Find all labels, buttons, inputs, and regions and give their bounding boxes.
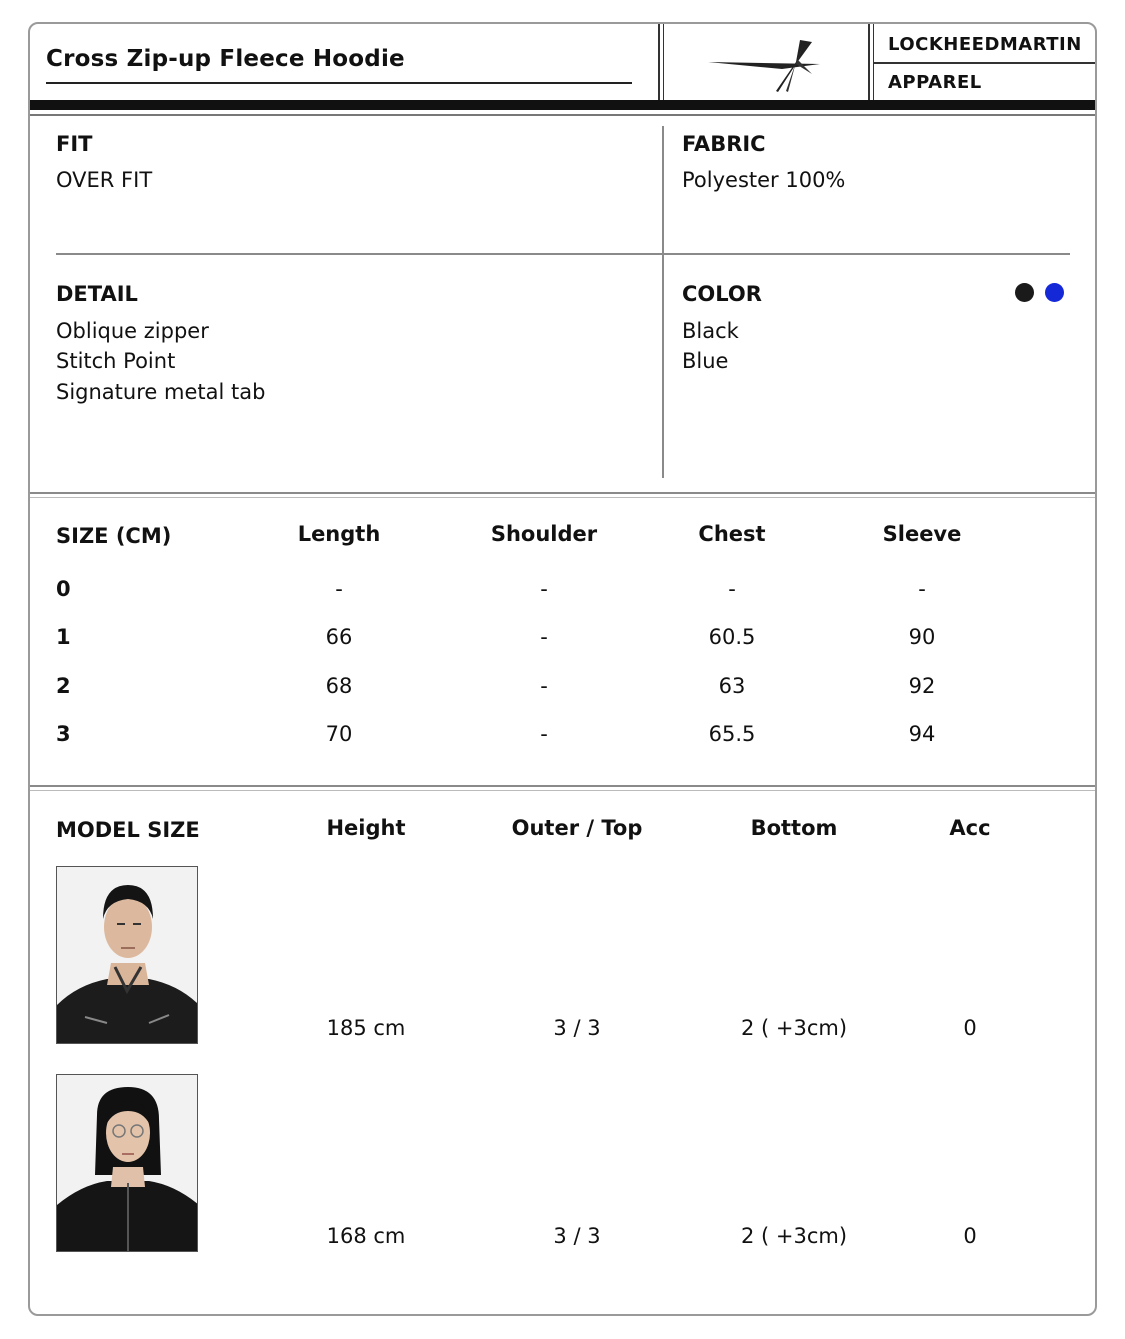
size-cell: 63: [718, 674, 746, 698]
detail-item: Oblique zipper: [56, 319, 209, 343]
size-label: 2: [56, 674, 71, 698]
female-model-photo: [56, 1074, 198, 1252]
size-cell: 60.5: [708, 625, 756, 649]
model-acc: 0: [963, 1224, 977, 1248]
size-cell: 65.5: [708, 722, 756, 746]
model-height: 185 cm: [326, 1016, 406, 1040]
section-separator-b: [30, 790, 1095, 791]
fit-value: OVER FIT: [56, 168, 153, 192]
size-chart-card: [28, 22, 1097, 1316]
size-label: 0: [56, 577, 71, 601]
model-acc: 0: [963, 1016, 977, 1040]
detail-item: Signature metal tab: [56, 380, 266, 404]
model-height: 168 cm: [326, 1224, 406, 1248]
size-header-length: Length: [297, 522, 381, 546]
header-thin-line: [30, 114, 1095, 116]
detail-item: Stitch Point: [56, 349, 176, 373]
section-separator: [30, 492, 1095, 494]
fabric-heading: FABRIC: [682, 132, 766, 156]
size-cell: 68: [325, 674, 353, 698]
product-title: Cross Zip-up Fleece Hoodie: [46, 46, 405, 72]
model-header-acc: Acc: [949, 816, 991, 840]
header-divider-1b: [663, 24, 664, 100]
header-divider-2: [868, 24, 870, 100]
size-cell: -: [728, 577, 736, 601]
size-cell: -: [540, 722, 548, 746]
model-outer-top: 3 / 3: [553, 1016, 601, 1040]
size-cell: 92: [908, 674, 936, 698]
size-label: 1: [56, 625, 71, 649]
model-header-label: MODEL SIZE: [56, 818, 200, 842]
size-cell: 66: [325, 625, 353, 649]
section-separator: [30, 785, 1095, 787]
size-header-label: SIZE (CM): [56, 524, 172, 548]
male-model-photo: [56, 866, 198, 1044]
size-header-shoulder: Shoulder: [490, 522, 598, 546]
size-header-sleeve: Sleeve: [882, 522, 962, 546]
model-bottom: 2 ( +3cm): [740, 1016, 848, 1040]
size-cell: -: [540, 625, 548, 649]
size-label: 3: [56, 722, 71, 746]
color-item: Black: [682, 319, 739, 343]
size-cell: 90: [908, 625, 936, 649]
info-horizontal-divider: [56, 253, 1070, 255]
model-outer-top: 3 / 3: [553, 1224, 601, 1248]
title-underline: [46, 82, 632, 84]
header-divider-1: [658, 24, 660, 100]
brand-name: LOCKHEEDMARTIN: [888, 34, 1082, 55]
model-bottom: 2 ( +3cm): [740, 1224, 848, 1248]
fit-heading: FIT: [56, 132, 93, 156]
color-heading: COLOR: [682, 282, 762, 306]
size-cell: 94: [908, 722, 936, 746]
size-cell: -: [540, 674, 548, 698]
color-swatch-black: [1015, 283, 1034, 302]
brand-divider: [874, 62, 1097, 64]
size-cell: -: [540, 577, 548, 601]
section-separator-b: [30, 497, 1095, 498]
size-cell: -: [335, 577, 343, 601]
color-swatch-blue: [1045, 283, 1064, 302]
size-cell: 70: [325, 722, 353, 746]
model-header-bottom: Bottom: [750, 816, 838, 840]
model-header-height: Height: [326, 816, 406, 840]
detail-heading: DETAIL: [56, 282, 138, 306]
size-header-chest: Chest: [698, 522, 766, 546]
size-cell: -: [918, 577, 926, 601]
star-logo-icon: [700, 34, 840, 94]
info-vertical-divider: [662, 126, 664, 478]
model-header-outer-top: Outer / Top: [511, 816, 643, 840]
brand-sub: APPAREL: [888, 72, 982, 93]
header-bar: [30, 100, 1095, 110]
fabric-value: Polyester 100%: [682, 168, 846, 192]
color-item: Blue: [682, 349, 729, 373]
